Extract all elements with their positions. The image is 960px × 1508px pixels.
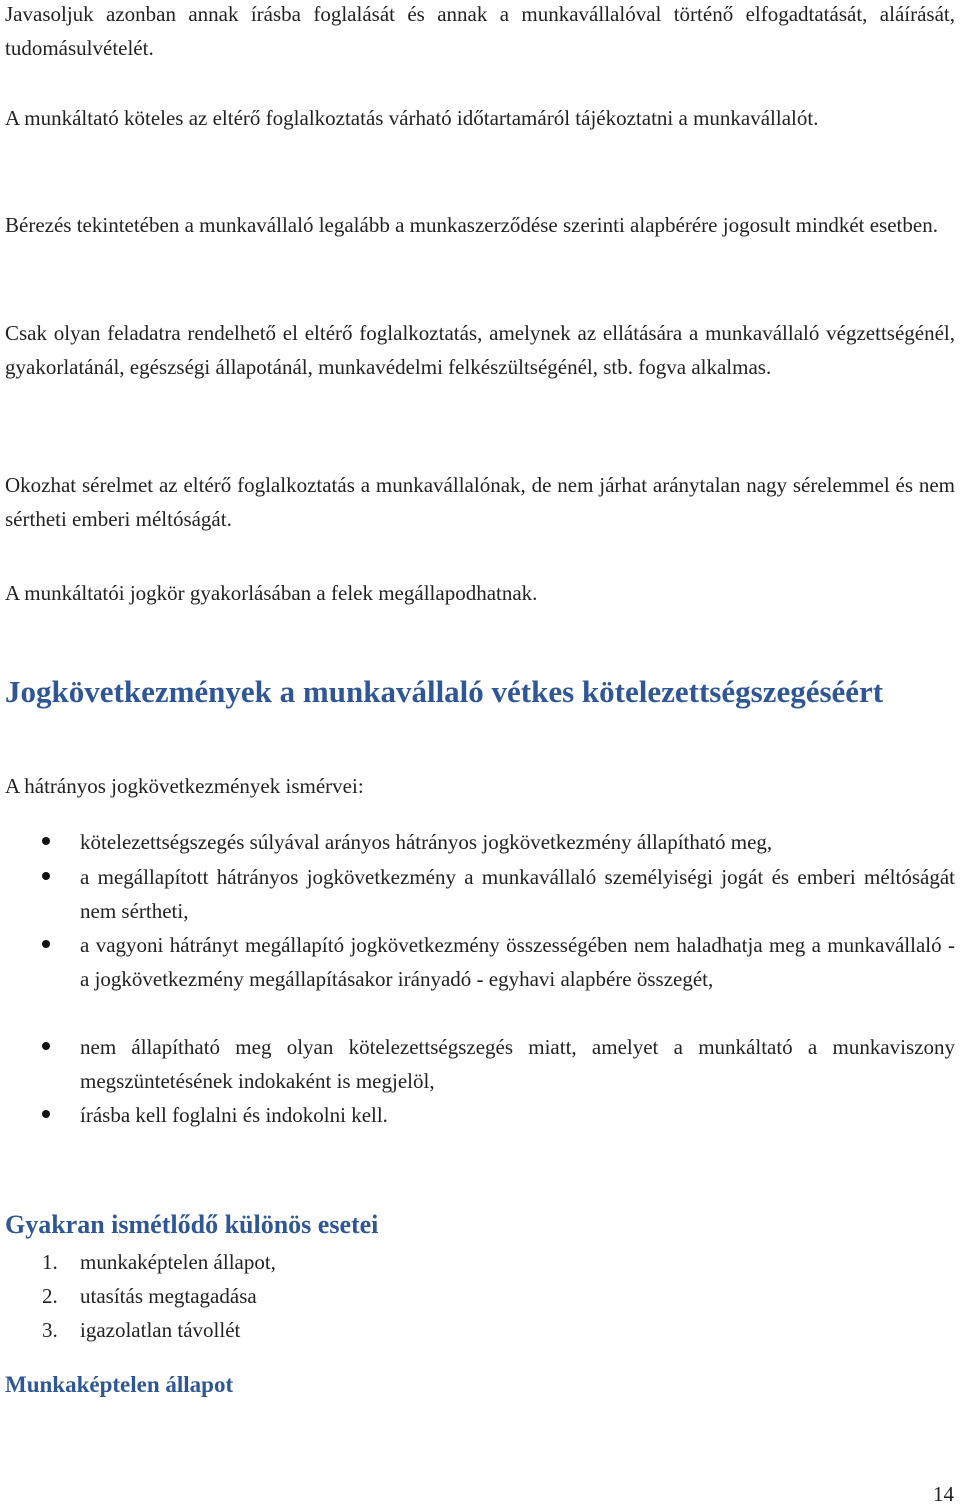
intro-paragraph: A hátrányos jogkövetkezmények ismérvei: (5, 774, 364, 798)
list-item-text: igazolatlan távollét (80, 1318, 241, 1342)
paragraph-wage: Bérezés tekintetében a munkavállaló legalább a munkaszerződése szerinti alapbérére jogosult mindkét esetben. (5, 213, 938, 237)
list-number: 3. (42, 1318, 58, 1342)
sub-heading: Gyakran ismétlődő különös esetei (5, 1210, 379, 1239)
bullet-icon (42, 940, 50, 948)
list-item-text: kötelezettségszegés súlyával arányos hátrányos jogkövetkezmény állapítható meg, (80, 830, 773, 854)
page-number: 14 (933, 1482, 954, 1506)
list-item-text: utasítás megtagadása (80, 1284, 257, 1308)
list-number: 1. (42, 1250, 58, 1274)
main-heading: Jogkövetkezmények a munkavállaló vétkes kötelezettségszegéséért (5, 674, 884, 709)
minor-heading: Munkaképtelen állapot (5, 1372, 234, 1397)
list-item-text: a vagyoni hátrányt megállapító jogkövetkezmény összességében nem haladhatja meg a munkavállaló - a jogkövetkezmény megállapításakor irányadó - egyhavi alapbére összegét, (80, 933, 955, 991)
paragraph-agreement: Javasoljuk azonban annak írásba foglalását és annak a munkavállalóval történő elfogadtatását, aláírását, tudomásulvételét. (5, 2, 955, 60)
bullet-icon (42, 1042, 50, 1050)
paragraph-harm: Okozhat sérelmet az eltérő foglalkoztatás a munkavállalónak, de nem járhat aránytalan nagy sérelemmel és nem sértheti emberi méltóságát. (5, 473, 955, 531)
bullet-icon (42, 837, 50, 845)
bullet-icon (42, 1110, 50, 1118)
bullet-icon (42, 872, 50, 880)
paragraph-employer-rights: A munkáltatói jogkör gyakorlásában a felek megállapodhatnak. (5, 581, 538, 605)
list-item-text: a megállapított hátrányos jogkövetkezmény a munkavállaló személyiségi jogát és emberi méltóságát nem sértheti, (80, 865, 955, 923)
list-item-text: nem állapítható meg olyan kötelezettségszegés miatt, amelyet a munkáltató a munkaviszony megszüntetésének indokaként is megjelöl, (80, 1035, 955, 1093)
paragraph-suitable-tasks: Csak olyan feladatra rendelhető el eltérő foglalkoztatás, amelynek az ellátására a munkavállaló végzettségénél, gyakorlatánál, egészségi állapotánál, munkavédelmi felkészültségénél, stb. fogva alkalmas. (5, 321, 955, 379)
list-number: 2. (42, 1284, 58, 1308)
list-item-text: írásba kell foglalni és indokolni kell. (80, 1103, 388, 1127)
list-item-text: munkaképtelen állapot, (80, 1250, 276, 1274)
paragraph-duration-info: A munkáltató köteles az eltérő foglalkoztatás várható időtartamáról tájékoztatni a munkavállalót. (5, 106, 819, 130)
